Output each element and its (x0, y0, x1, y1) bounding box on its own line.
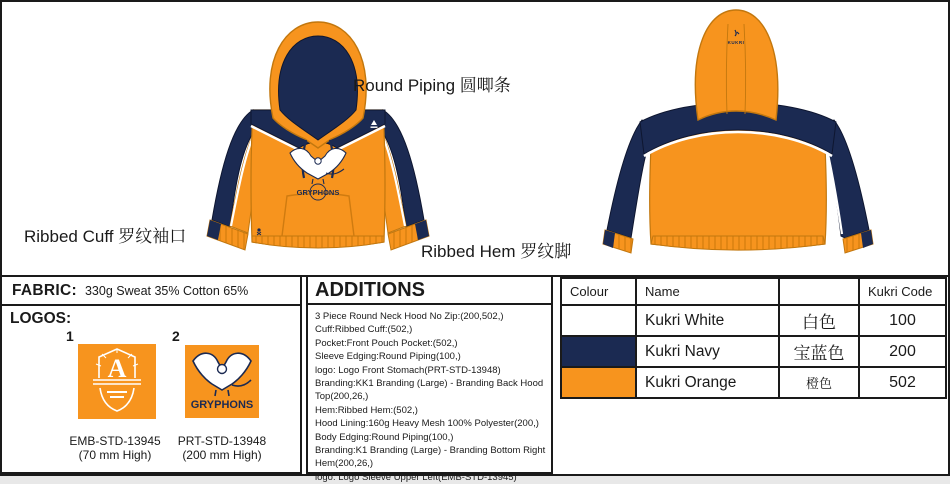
additions-line: Sleeve Edging:Round Piping(100,) (315, 351, 461, 363)
logos-section (0, 304, 302, 474)
front-hem-rib (252, 236, 384, 248)
additions-list (308, 305, 551, 484)
fabric-section (0, 275, 302, 306)
colour-code: 502 (859, 367, 946, 398)
colour-code: 100 (859, 305, 946, 336)
logo-1-number: 1 (66, 328, 74, 344)
header-colour: Colour (561, 278, 636, 305)
label-ribbed-cuff: Ribbed Cuff 罗纹袖口 (24, 227, 187, 246)
logo-2-image (185, 345, 259, 418)
swatch-white (561, 305, 636, 336)
svg-text:GRYPHONS: GRYPHONS (296, 188, 340, 197)
additions-line: Hood Lining:160g Heavy Mesh 100% Polyester(200,) (315, 418, 539, 430)
additions-label: ADDITIONS (315, 279, 425, 301)
colour-name: Kukri White (636, 305, 779, 336)
logo-1-image (78, 344, 156, 419)
header-kukri-code: Kukri Code (859, 278, 946, 305)
svg-text:GRYPHONS: GRYPHONS (190, 399, 254, 411)
header-name: Name (636, 278, 779, 305)
logos-label: LOGOS: (10, 310, 72, 327)
additions-line: Branding:K1 Branding (Large) - Branding Bottom Right Hem(200,26,) (315, 445, 546, 470)
colour-code: 200 (859, 336, 946, 367)
logo-2-code: PRT-STD-13948 (177, 434, 267, 448)
additions-line: logo: Logo Sleeve Upper Left(EMB-STD-13945) (315, 471, 517, 483)
label-ribbed-hem: Ribbed Hem 罗纹脚 (421, 242, 572, 261)
back-right-cuff-navy (861, 230, 873, 248)
logo-2-caption (162, 434, 282, 462)
additions-line: Cuff:Ribbed Cuff:(502,) (315, 324, 413, 336)
fabric-label: FABRIC: (12, 281, 77, 299)
colour-chinese: 宝蓝色 (779, 336, 859, 367)
header-chinese (779, 278, 859, 305)
fabric-value: 330g Sweat 35% Cotton 65% (84, 283, 249, 298)
additions-line: Pocket:Front Pouch Pocket:(502,) (315, 337, 458, 349)
swatch-orange (561, 367, 636, 398)
additions-line: logo: Logo Front Stomach(PRT-STD-13948) (315, 364, 501, 376)
colour-name: Kukri Navy (636, 336, 779, 367)
hoodie-front-view (193, 12, 443, 269)
back-hem-rib (651, 236, 825, 250)
hoodie-back-view (598, 4, 878, 261)
back-hood (695, 10, 777, 120)
additions-line: 3 Piece Round Neck Hood No Zip:(200,502,) (315, 311, 504, 322)
colour-table (560, 277, 947, 399)
logo-2-size: (200 mm High) (182, 448, 262, 462)
colour-chinese: 白色 (779, 305, 859, 336)
additions-line: Body Edging:Round Piping(100,) (315, 431, 454, 443)
colour-table-header-row (561, 278, 946, 305)
svg-text:KUKRI: KUKRI (727, 40, 745, 45)
colour-row-orange (561, 367, 946, 398)
logo-2-number: 2 (172, 328, 180, 344)
logo-1-size: (70 mm High) (78, 448, 152, 462)
logo-1-caption (55, 434, 175, 462)
additions-line: Branding:KK1 Branding (Large) - Branding Back Hood Top(200,26,) (315, 378, 544, 403)
svg-text:A: A (107, 354, 127, 383)
back-left-cuff-navy (603, 230, 615, 248)
additions-section (306, 275, 553, 483)
back-body (650, 128, 827, 249)
colour-row-navy (561, 336, 946, 367)
swatch-navy (561, 336, 636, 367)
label-round-piping: Round Piping 圆唧条 (353, 76, 511, 95)
logo-1-code: EMB-STD-13945 (69, 434, 161, 448)
colour-row-white (561, 305, 946, 336)
additions-line: Hem:Ribbed Hem:(502,) (315, 404, 418, 416)
colour-name: Kukri Orange (636, 367, 779, 398)
colour-chinese: 橙色 (779, 367, 859, 398)
